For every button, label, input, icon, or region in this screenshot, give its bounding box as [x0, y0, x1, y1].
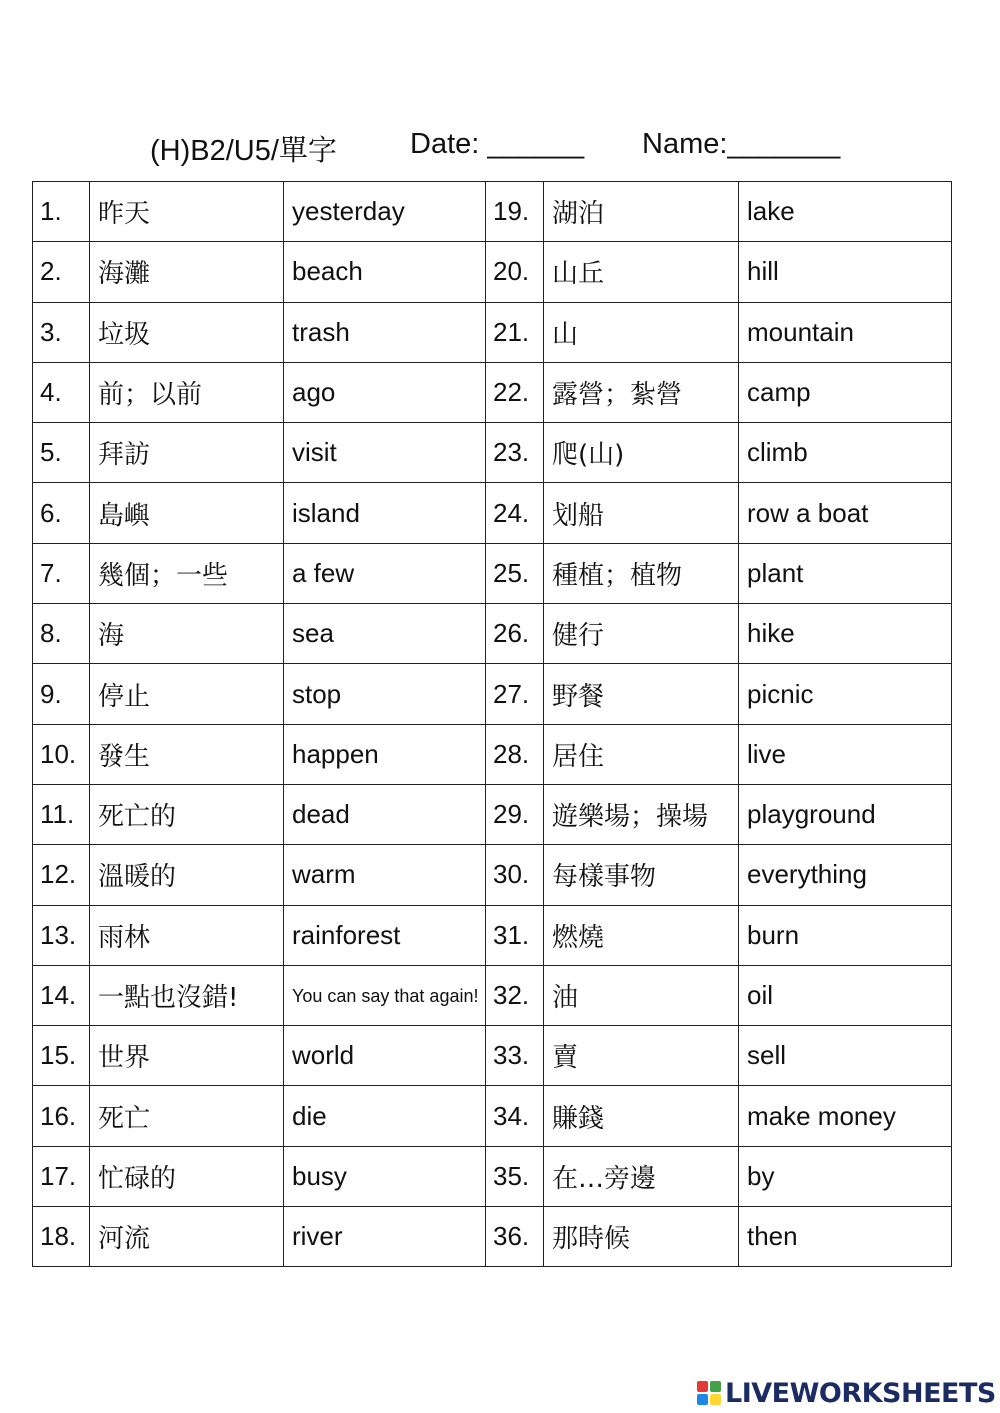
- chinese-term: 發生: [90, 724, 284, 784]
- vocab-row: [33, 784, 952, 844]
- english-word: make money: [739, 1086, 952, 1146]
- vocab-row: [33, 182, 952, 242]
- vocab-row: [33, 483, 952, 543]
- english-word: visit: [284, 423, 486, 483]
- chinese-term: 海: [90, 604, 284, 664]
- item-number: 14.: [33, 965, 90, 1025]
- vocab-row: [33, 1207, 952, 1267]
- english-word: everything: [739, 845, 952, 905]
- item-number: 34.: [486, 1086, 544, 1146]
- item-number: 35.: [486, 1146, 544, 1206]
- name-field: Name:_______: [642, 128, 841, 160]
- item-number: 24.: [486, 483, 544, 543]
- english-word: island: [284, 483, 486, 543]
- chinese-term: 每樣事物: [544, 845, 739, 905]
- item-number: 32.: [486, 965, 544, 1025]
- item-number: 25.: [486, 543, 544, 603]
- chinese-term: 爬(山): [544, 423, 739, 483]
- chinese-term: 昨天: [90, 182, 284, 242]
- english-word: by: [739, 1146, 952, 1206]
- liveworksheets-brand: [697, 1378, 996, 1408]
- logo-square-1: [697, 1381, 708, 1392]
- english-word: world: [284, 1026, 486, 1086]
- english-word: trash: [284, 302, 486, 362]
- chinese-term: 燃燒: [544, 905, 739, 965]
- item-number: 36.: [486, 1207, 544, 1267]
- english-word: busy: [284, 1146, 486, 1206]
- worksheet-header: [150, 128, 910, 172]
- english-word: playground: [739, 784, 952, 844]
- vocab-row: [33, 604, 952, 664]
- english-word: live: [739, 724, 952, 784]
- english-word: You can say that again!: [284, 965, 486, 1025]
- english-word: burn: [739, 905, 952, 965]
- item-number: 23.: [486, 423, 544, 483]
- english-word: rainforest: [284, 905, 486, 965]
- chinese-term: 河流: [90, 1207, 284, 1267]
- vocab-row: [33, 724, 952, 784]
- chinese-term: 溫暖的: [90, 845, 284, 905]
- item-number: 8.: [33, 604, 90, 664]
- english-word: row a boat: [739, 483, 952, 543]
- english-word: sea: [284, 604, 486, 664]
- item-number: 7.: [33, 543, 90, 603]
- english-word: hill: [739, 242, 952, 302]
- chinese-term: 居住: [544, 724, 739, 784]
- vocab-row: [33, 845, 952, 905]
- vocab-row: [33, 543, 952, 603]
- item-number: 31.: [486, 905, 544, 965]
- chinese-term: 遊樂場；操場: [544, 784, 739, 844]
- english-word: beach: [284, 242, 486, 302]
- english-word: mountain: [739, 302, 952, 362]
- item-number: 11.: [33, 784, 90, 844]
- english-word: picnic: [739, 664, 952, 724]
- item-number: 4.: [33, 362, 90, 422]
- english-word: climb: [739, 423, 952, 483]
- item-number: 6.: [33, 483, 90, 543]
- chinese-term: 湖泊: [544, 182, 739, 242]
- english-word: a few: [284, 543, 486, 603]
- chinese-term: 野餐: [544, 664, 739, 724]
- item-number: 27.: [486, 664, 544, 724]
- logo-square-3: [697, 1394, 708, 1405]
- chinese-term: 停止: [90, 664, 284, 724]
- chinese-term: 一點也沒錯!: [90, 965, 284, 1025]
- item-number: 29.: [486, 784, 544, 844]
- chinese-term: 賣: [544, 1026, 739, 1086]
- chinese-term: 垃圾: [90, 302, 284, 362]
- vocab-row: [33, 302, 952, 362]
- english-word: warm: [284, 845, 486, 905]
- vocab-row: [33, 362, 952, 422]
- chinese-term: 山: [544, 302, 739, 362]
- item-number: 22.: [486, 362, 544, 422]
- english-word: then: [739, 1207, 952, 1267]
- chinese-term: 前；以前: [90, 362, 284, 422]
- chinese-term: 油: [544, 965, 739, 1025]
- vocab-row: [33, 1146, 952, 1206]
- english-word: river: [284, 1207, 486, 1267]
- item-number: 10.: [33, 724, 90, 784]
- vocab-row: [33, 242, 952, 302]
- vocab-row: [33, 423, 952, 483]
- logo-square-2: [710, 1381, 721, 1392]
- brand-text: LIVEWORKSHEETS: [725, 1377, 996, 1409]
- chinese-term: 死亡的: [90, 784, 284, 844]
- vocabulary-table-body: [33, 182, 952, 1267]
- item-number: 26.: [486, 604, 544, 664]
- item-number: 18.: [33, 1207, 90, 1267]
- chinese-term: 雨林: [90, 905, 284, 965]
- item-number: 21.: [486, 302, 544, 362]
- chinese-term: 那時候: [544, 1207, 739, 1267]
- date-field: Date: ______: [410, 128, 585, 160]
- english-word: happen: [284, 724, 486, 784]
- chinese-term: 划船: [544, 483, 739, 543]
- chinese-term: 幾個；一些: [90, 543, 284, 603]
- logo-square-4: [710, 1394, 721, 1405]
- item-number: 28.: [486, 724, 544, 784]
- item-number: 15.: [33, 1026, 90, 1086]
- chinese-term: 島嶼: [90, 483, 284, 543]
- chinese-term: 賺錢: [544, 1086, 739, 1146]
- chinese-term: 山丘: [544, 242, 739, 302]
- chinese-term: 拜訪: [90, 423, 284, 483]
- chinese-term: 死亡: [90, 1086, 284, 1146]
- vocab-row: [33, 1026, 952, 1086]
- english-word: dead: [284, 784, 486, 844]
- vocab-row: [33, 905, 952, 965]
- item-number: 3.: [33, 302, 90, 362]
- chinese-term: 種植；植物: [544, 543, 739, 603]
- item-number: 30.: [486, 845, 544, 905]
- item-number: 19.: [486, 182, 544, 242]
- item-number: 13.: [33, 905, 90, 965]
- english-word: plant: [739, 543, 952, 603]
- item-number: 20.: [486, 242, 544, 302]
- item-number: 2.: [33, 242, 90, 302]
- item-number: 5.: [33, 423, 90, 483]
- english-word: hike: [739, 604, 952, 664]
- english-word: camp: [739, 362, 952, 422]
- chinese-term: 忙碌的: [90, 1146, 284, 1206]
- chinese-term: 健行: [544, 604, 739, 664]
- english-word: ago: [284, 362, 486, 422]
- vocab-row: [33, 1086, 952, 1146]
- chinese-term: 海灘: [90, 242, 284, 302]
- vocab-row: [33, 664, 952, 724]
- item-number: 16.: [33, 1086, 90, 1146]
- liveworksheets-logo-icon: [697, 1381, 721, 1405]
- english-word: yesterday: [284, 182, 486, 242]
- chinese-term: 在…旁邊: [544, 1146, 739, 1206]
- english-word: oil: [739, 965, 952, 1025]
- english-word: lake: [739, 182, 952, 242]
- item-number: 1.: [33, 182, 90, 242]
- worksheet-title: (H)B2/U5/單字: [150, 135, 337, 167]
- vocabulary-table: [32, 181, 952, 1267]
- chinese-term: 世界: [90, 1026, 284, 1086]
- english-word: stop: [284, 664, 486, 724]
- item-number: 9.: [33, 664, 90, 724]
- chinese-term: 露營；紮營: [544, 362, 739, 422]
- english-word: die: [284, 1086, 486, 1146]
- item-number: 33.: [486, 1026, 544, 1086]
- item-number: 17.: [33, 1146, 90, 1206]
- english-word: sell: [739, 1026, 952, 1086]
- item-number: 12.: [33, 845, 90, 905]
- vocab-row: [33, 965, 952, 1025]
